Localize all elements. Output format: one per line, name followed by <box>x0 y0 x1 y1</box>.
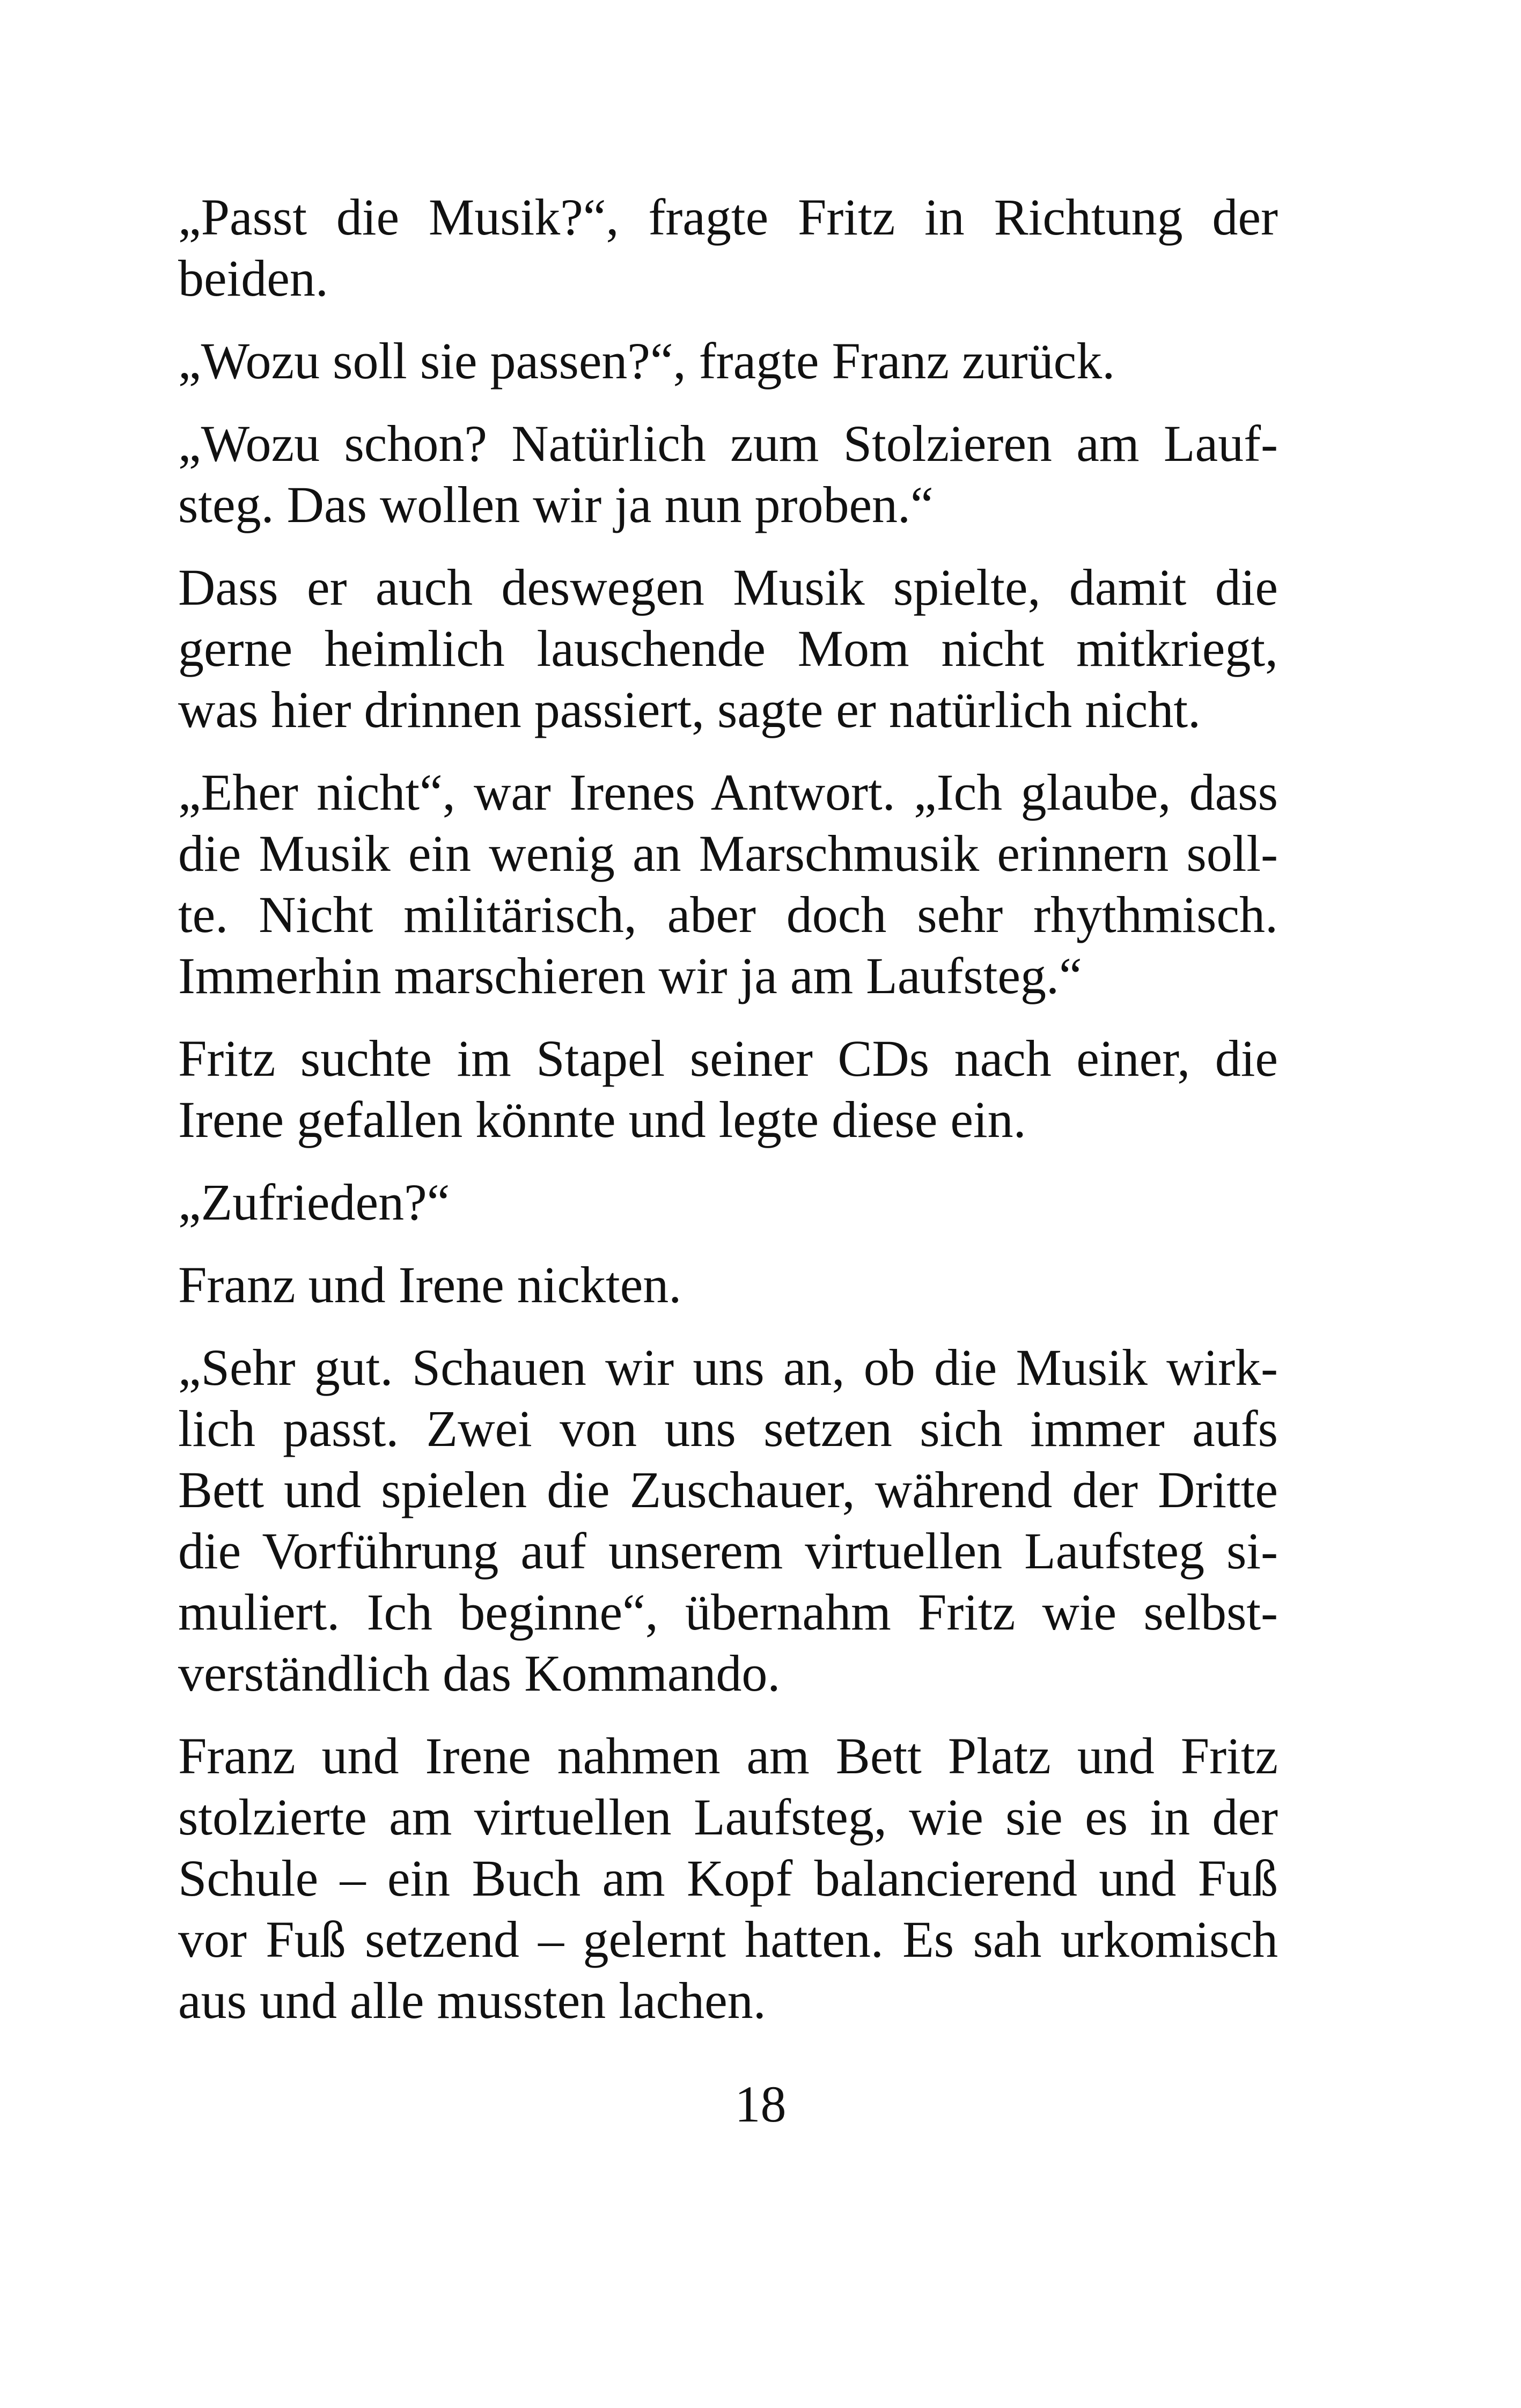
paragraph <box>178 557 1278 740</box>
text-line: gerne heimlich lauschende Mom nicht mitkriegt, <box>178 620 1278 677</box>
paragraph <box>178 1028 1278 1150</box>
text-line: „Sehr gut. Schauen wir uns an, ob die Musik wirk- <box>178 1339 1278 1396</box>
text-line: stolzierte am virtuellen Laufsteg, wie sie es in der <box>178 1788 1278 1846</box>
text-line: te. Nicht militärisch, aber doch sehr rhythmisch. <box>178 886 1278 943</box>
text-line: beiden. <box>178 249 328 307</box>
text-line: Immerhin marschieren wir ja am Laufsteg.“ <box>178 947 1082 1004</box>
text-line: „Wozu schon? Natürlich zum Stolzieren am Lauf- <box>178 415 1278 472</box>
text-line: muliert. Ich beginne“, übernahm Fritz wie selbst- <box>178 1583 1278 1641</box>
text-line: steg. Das wollen wir ja nun proben.“ <box>178 476 934 533</box>
text-line: lich passt. Zwei von uns setzen sich immer aufs <box>178 1400 1278 1457</box>
page-number: 18 <box>734 2075 787 2133</box>
text-line: die Vorführung auf unserem virtuellen Laufsteg si- <box>178 1522 1278 1580</box>
paragraph <box>178 1337 1278 1704</box>
text-line: Franz und Irene nickten. <box>178 1256 682 1313</box>
text-line: Schule – ein Buch am Kopf balancierend und Fuß <box>178 1849 1278 1907</box>
body-text <box>178 187 1278 2053</box>
paragraph <box>178 331 1278 392</box>
text-line: vor Fuß setzend – gelernt hatten. Es sah urkomisch <box>178 1911 1278 1968</box>
text-line: verständlich das Kommando. <box>178 1645 781 1702</box>
text-line: Irene gefallen könnte und legte diese ein. <box>178 1091 1026 1148</box>
text-line: Fritz suchte im Stapel seiner CDs nach einer, die <box>178 1030 1278 1087</box>
text-line: „Wozu soll sie passen?“, fragte Franz zurück. <box>178 332 1115 390</box>
text-line: „Zufrieden?“ <box>178 1173 450 1231</box>
paragraph <box>178 413 1278 535</box>
paragraph <box>178 1254 1278 1316</box>
text-line: was hier drinnen passiert, sagte er natürlich nicht. <box>178 681 1201 738</box>
text-line: „Eher nicht“, war Irenes Antwort. „Ich glaube, dass <box>178 763 1278 821</box>
paragraph <box>178 1172 1278 1233</box>
paragraph <box>178 762 1278 1007</box>
text-line: die Musik ein wenig an Marschmusik erinnern soll- <box>178 825 1278 882</box>
text-line: Dass er auch deswegen Musik spielte, damit die <box>178 559 1278 616</box>
paragraph <box>178 1726 1278 2031</box>
text-line: aus und alle mussten lachen. <box>178 1972 766 2029</box>
paragraph <box>178 187 1278 309</box>
text-line: „Passt die Musik?“, fragte Fritz in Richtung der <box>178 188 1278 246</box>
text-line: Franz und Irene nahmen am Bett Platz und Fritz <box>178 1727 1278 1785</box>
text-line: Bett und spielen die Zuschauer, während der Dritte <box>178 1461 1278 1518</box>
